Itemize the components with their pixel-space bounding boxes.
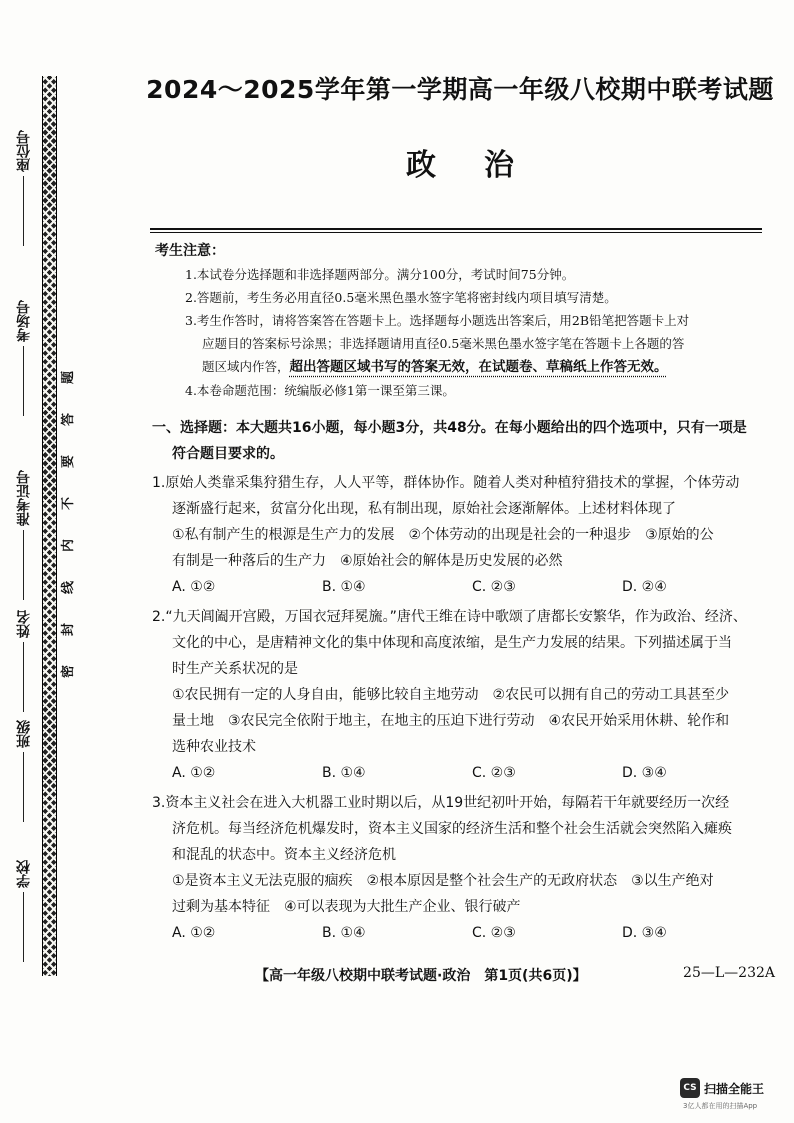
admission-number-field: 准考证号 — [14, 470, 34, 600]
question-3: 3.资本主义社会在进入大机器工业时期以后，从19世纪初叶开始，每隔若干年就要经历一次经 济危机。每当经济危机爆发时，资本主义国家的经济生活和整个社会生活就会突然陷入瘫痪 和混乱的状态中。资本主义经济危机 ①是资本主义无法克服的痼疾 ②根本原因是整个社会生产的无政府状态 ③以生产绝对 过剩为基本特征 ④可以表现为大批生产企业、银行破产 A. ①② B. ①④ C. ②③ D. ③④ — [152, 790, 772, 946]
option-b: B. ①④ — [322, 579, 366, 595]
question-1: 1.原始人类靠采集狩猎生存，人人平等，群体协作。随着人类对种植狩猎技术的掌握，个体劳动 逐渐盛行起来，贫富分化出现，私有制出现，原始社会逐渐解体。上述材料体现了 ①私有制产生的根源是生产力的发展 ②个体劳动的出现是社会的一种退步 ③原始的公 有制是一种落后的生产力 ④原始社会的解体是历史发展的必然 A. ①② B. ①④ C. ②③ D. ②④ — [152, 470, 772, 600]
exam-room-field: 考场号 — [14, 300, 34, 416]
answer-options — [152, 920, 772, 946]
option-a: A. ①② — [172, 925, 216, 941]
notice-block — [155, 240, 770, 402]
section-heading: 一、选择题：本大题共16小题，每小题3分，共48分。在每小题给出的四个选项中，只有一项是 符合题目要求的。 — [152, 420, 747, 462]
option-a: A. ①② — [172, 765, 216, 781]
seal-char: 密 — [61, 664, 77, 679]
option-c: C. ②③ — [472, 579, 516, 595]
option-d: D. ③④ — [622, 765, 667, 781]
seal-char: 内 — [61, 538, 77, 553]
notice-item: 2.答题前，考生务必用直径0.5毫米黑色墨水签字笔将密封线内项目填写清楚。 — [185, 290, 617, 305]
subject-char: 治 — [484, 148, 514, 183]
notice-item: 1.本试卷分选择题和非选择题两部分。满分100分，考试时间75分钟。 — [185, 267, 575, 282]
seal-char: 不 — [61, 496, 77, 511]
seal-char: 线 — [61, 580, 77, 595]
paper-code: 25—L—232A — [683, 965, 775, 981]
emphasis-text: 超出答题区域书写的答案无效，在试题卷、草稿纸上作答无效。 — [289, 359, 668, 375]
question-list — [152, 470, 772, 950]
school-field: 学校 — [14, 860, 34, 962]
option-b: B. ①④ — [322, 925, 366, 941]
class-field: 班级 — [14, 720, 34, 822]
footer-label: 【高一年级八校期中联考试题·政治 第1页(共6页)】 — [255, 968, 587, 984]
seal-char: 题 — [61, 370, 77, 385]
option-b: B. ①④ — [322, 765, 366, 781]
option-d: D. ③④ — [622, 925, 667, 941]
divider — [150, 232, 762, 233]
seal-char: 要 — [61, 454, 77, 469]
subject-char: 政 — [406, 148, 436, 183]
notice-item: 4.本卷命题范围：统编版必修1第一课至第三课。 — [185, 383, 455, 398]
seat-number-field: 座位号 — [14, 130, 34, 246]
name-field: 姓名 — [14, 610, 34, 712]
seal-char: 封 — [61, 622, 77, 637]
answer-options — [152, 574, 772, 600]
page-footer — [255, 965, 775, 985]
notice-item: 3.考生作答时，请将答案答在答题卡上。选择题每小题选出答案后，用2B铅笔把答题卡上对 应题目的答案标号涂黑；非选择题请用直径0.5毫米黑色墨水签字笔在答题卡上各题的答 题区域内作答，超出答题区域书写的答案无效，在试题卷、草稿纸上作答无效。 — [185, 313, 690, 375]
question-2: 2.“九天阊阖开宫殿，万国衣冠拜冕旒。”唐代王维在诗中歌颂了唐都长安繁华，作为政治、经济、 文化的中心，是唐精神文化的集中体现和高度浓缩，是生产力发展的结果。下列描述属于当 时生产关系状况的是 ①农民拥有一定的人身自由，能够比较自主地劳动 ②农民可以拥有自己的劳动工具甚至少 量土地 ③农民完全依附于地主，在地主的压迫下进行劳动 ④农民开始采用休耕、轮作和 选种农业技术 A. ①② B. ①④ C. ②③ D. ③④ — [152, 604, 772, 786]
subject-title — [140, 140, 780, 184]
option-c: C. ②③ — [472, 925, 516, 941]
scanner-name: 扫描全能王 — [704, 1081, 765, 1096]
seal-char: 答 — [61, 412, 77, 427]
binding-sidebar — [0, 0, 120, 1000]
scanner-watermark — [680, 1078, 764, 1098]
divider — [150, 228, 762, 230]
binding-strip — [42, 76, 57, 976]
option-c: C. ②③ — [472, 765, 516, 781]
answer-options — [152, 760, 772, 786]
notice-title: 考生注意： — [155, 243, 225, 259]
exam-title: 2024～2025学年第一学期高一年级八校期中联考试题 — [146, 75, 774, 104]
option-d: D. ②④ — [622, 579, 667, 595]
option-a: A. ①② — [172, 579, 216, 595]
camscanner-icon: CS — [680, 1078, 700, 1098]
scanner-tagline: 3亿人都在用的扫描App — [683, 1102, 758, 1110]
